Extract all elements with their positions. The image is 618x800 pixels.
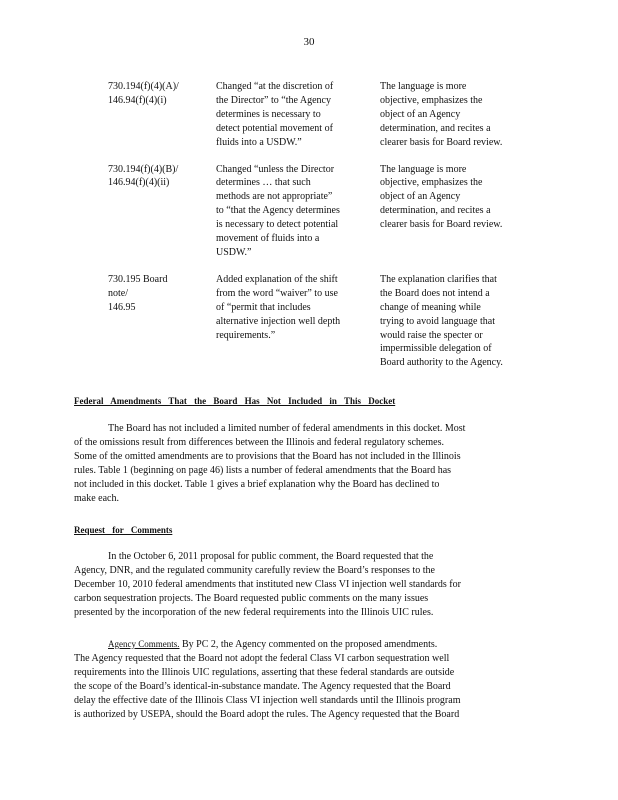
paragraph-line: requirements into the Illinois UIC regulations, asserting that these federal standards are outside <box>74 667 455 678</box>
rationale-cell <box>380 163 528 273</box>
rationale-line: determination, and recites a <box>380 205 491 217</box>
change-line: determines … that such <box>216 177 311 189</box>
change-line: methods are not appropriate” <box>216 191 333 203</box>
section-cell <box>108 80 216 163</box>
section-line: 146.95 <box>108 301 136 313</box>
change-line: Changed “unless the Director <box>216 163 335 175</box>
paragraph-line: The Agency requested that the Board not adopt the federal Class VI carbon sequestration well <box>74 653 450 664</box>
federal-amendments-paragraph <box>74 422 540 506</box>
rationale-line: The language is more <box>380 163 467 175</box>
paragraph-line <box>74 637 540 652</box>
paragraph-line: In the October 6, 2011 proposal for public comment, the Board requested that the <box>108 551 434 562</box>
change-line: of “permit that includes <box>216 301 311 313</box>
paragraph-line: presented by the incorporation of the new federal requirements into the Illinois UIC rules. <box>74 607 434 618</box>
change-line: Changed “at the discretion of <box>216 81 334 92</box>
section-line: note/ <box>108 287 128 299</box>
table-row <box>108 273 528 383</box>
change-line: from the word “waiver” to use <box>216 287 338 299</box>
rationale-line: objective, emphasizes the <box>380 94 483 106</box>
agency-first-line: By PC 2, the Agency commented on the proposed amendments. <box>182 639 438 650</box>
rationale-line: determination, and recites a <box>380 122 491 134</box>
paragraph-line: make each. <box>74 493 119 504</box>
section-cell <box>108 273 216 383</box>
table-row <box>108 80 528 163</box>
change-line: to “that the Agency determines <box>216 205 340 217</box>
rationale-line: object of an Agency <box>380 191 461 203</box>
change-line: fluids into a USDW.” <box>216 136 302 148</box>
change-line: the Director” to “the Agency <box>216 94 331 106</box>
paragraph-line: carbon sequestration projects. The Board requested public comments on the many issues <box>74 593 429 604</box>
table-row <box>108 163 528 273</box>
request-paragraph <box>74 550 540 620</box>
rationale-line: object of an Agency <box>380 108 461 120</box>
rationale-line: The explanation clarifies that <box>380 273 497 285</box>
change-cell <box>216 80 380 163</box>
rationale-line: the Board does not intend a <box>380 287 490 299</box>
change-line: determines is necessary to <box>216 108 321 120</box>
paragraph-line: December 10, 2010 federal amendments that instituted new Class VI injection well standards for <box>74 579 461 590</box>
rationale-cell <box>380 80 528 163</box>
change-line: Added explanation of the shift <box>216 273 338 285</box>
paragraph-line: rules. Table 1 (beginning on page 46) lists a number of federal amendments that the Board has <box>74 465 452 476</box>
rationale-line: The language is more <box>380 81 467 92</box>
rationale-cell <box>380 273 528 383</box>
rationale-line: would raise the specter or <box>380 329 483 341</box>
section-line: 730.194(f)(4)(B)/ <box>108 163 179 175</box>
section-line: 730.195 Board <box>108 273 168 285</box>
change-line: alternative injection well depth <box>216 315 341 327</box>
request-for-comments-heading: Request for Comments <box>74 525 173 535</box>
change-line: detect potential movement of <box>216 122 333 134</box>
section-cell <box>108 163 216 273</box>
paragraph-line: The Board has not included a limited number of federal amendments in this docket. Most <box>108 423 466 434</box>
agency-comments-heading: Agency Comments. <box>108 639 180 649</box>
paragraph-line: not included in this docket. Table 1 gives a brief explanation why the Board has declined to <box>74 479 440 490</box>
paragraph-line: Some of the omitted amendments are to provisions that the Board has not included in the Illinois <box>74 451 461 462</box>
rationale-line: clearer basis for Board review. <box>380 219 503 231</box>
paragraph-line: of the omissions result from differences between the Illinois and federal regulatory schemes. <box>74 437 444 448</box>
paragraph-line: is authorized by USEPA, should the Board adopt the rules. The Agency requested that the Board <box>74 709 460 720</box>
rationale-line: objective, emphasizes the <box>380 177 483 189</box>
section-line: 730.194(f)(4)(A)/ <box>108 81 179 92</box>
paragraph-line: the scope of the Board’s identical-in-substance mandate. The Agency requested that the Board <box>74 681 451 692</box>
rationale-line: trying to avoid language that <box>380 315 495 327</box>
change-cell <box>216 163 380 273</box>
agency-comments-paragraph <box>74 637 540 722</box>
page-number: 30 <box>303 36 315 48</box>
rationale-line: Board authority to the Agency. <box>380 357 503 369</box>
rationale-line: change of meaning while <box>380 301 481 313</box>
change-line: is necessary to detect potential <box>216 219 339 231</box>
change-line: USDW.” <box>216 246 252 258</box>
paragraph-line: delay the effective date of the Illinois Class VI injection well standards until the Illinois program <box>74 695 461 706</box>
change-cell <box>216 273 380 383</box>
federal-amendments-heading: Federal Amendments That the Board Has Not Included in This Docket <box>74 396 396 406</box>
paragraph-line: Agency, DNR, and the regulated community carefully review the Board’s responses to the <box>74 565 435 576</box>
rationale-line: clearer basis for Board review. <box>380 136 503 148</box>
section-line: 146.94(f)(4)(ii) <box>108 177 170 189</box>
rationale-line: impermissible delegation of <box>380 343 492 355</box>
change-line: movement of fluids into a <box>216 233 320 245</box>
change-line: requirements.” <box>216 329 276 341</box>
section-line: 146.94(f)(4)(i) <box>108 94 167 106</box>
amendments-table <box>108 80 528 383</box>
